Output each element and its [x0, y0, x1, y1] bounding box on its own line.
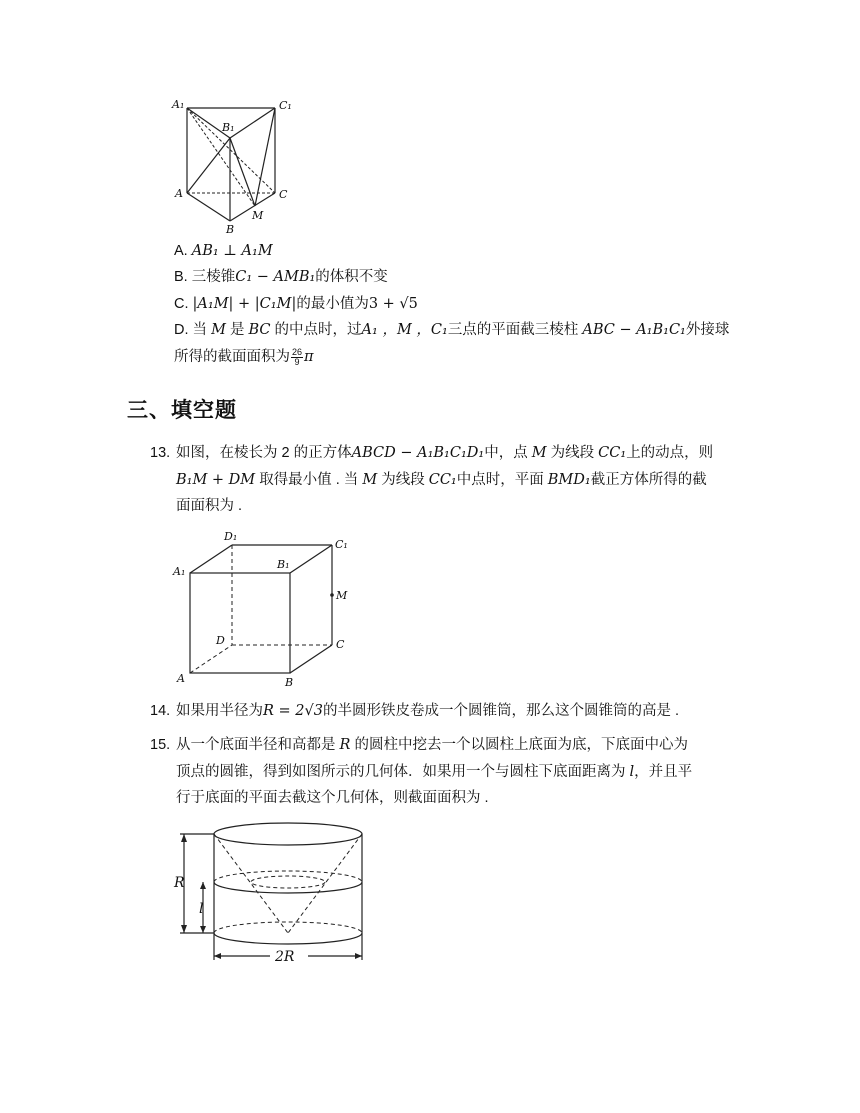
fig3-label-l: l [199, 901, 204, 917]
fig2-label-d: D [216, 634, 225, 647]
fig1-label-c1: C₁ [279, 99, 292, 112]
fig1-label-c: C [279, 188, 288, 201]
fig3-label-r: R [174, 875, 185, 891]
fig2-label-d1: D₁ [224, 530, 238, 543]
q13-line1: 如图，在棱长为 2 的正方体ABCD − A₁B₁C₁D₁中，点 M 为线段 CC₁上的动点，则 [176, 445, 714, 461]
cylinder-figure [170, 820, 370, 968]
point-m [330, 593, 334, 597]
q13-line2: B₁M + DM 取得最小值 . 当 M 为线段 CC₁中点时，平面 BMD₁截正方体所得的截 [176, 472, 707, 488]
q15-line2: 顶点的圆锥，得到如图所示的几何体．如果用一个与圆柱下底面距离为 l，并且平 [176, 764, 693, 780]
fig2-label-b: B [285, 676, 294, 689]
q13-number: 13. [150, 445, 171, 461]
option-c: C. |A₁M| + |C₁M|的最小值为3 + √5 [174, 296, 418, 312]
option-b: B. 三棱锥C₁ − AMB₁的体积不变 [174, 269, 388, 285]
fig1-label-b1: B₁ [222, 121, 235, 134]
option-d-cont: 所得的截面面积为 $\frac{26}{9}$ π [174, 346, 314, 367]
fig1-label-a1: A₁ [172, 98, 185, 111]
fig2-label-a: A [177, 672, 185, 685]
q15-line3: 行于底面的平面去截这个几何体，则截面面积为 . [176, 790, 489, 806]
q14-number: 14. [150, 703, 171, 719]
fig2-label-c1: C₁ [335, 538, 348, 551]
fig2-label-a1: A₁ [173, 565, 186, 578]
q15-number: 15. [150, 737, 171, 753]
section-title: 三、填空题 [127, 399, 237, 422]
q15-line1: 从一个底面半径和高都是 R 的圆柱中挖去一个以圆柱上底面为底，下底面中心为 [176, 737, 688, 753]
fig2-label-b1: B₁ [277, 558, 290, 571]
option-a: A. AB₁ ⊥ A₁M [174, 243, 273, 259]
cube-figure [170, 528, 360, 690]
fraction: $\frac{26}{9}$ [292, 346, 303, 367]
fig1-label-b: B [226, 223, 235, 236]
fig2-label-m: M [336, 589, 348, 602]
q14-line: 如果用半径为R = 2√3的半圆形铁皮卷成一个圆锥筒，那么这个圆锥筒的高是 . [176, 703, 680, 719]
option-d: D. 当 M 是 BC 的中点时，过A₁ ，M ，C₁三点的平面截三棱柱 ABC − A₁B₁C₁外接球 [174, 322, 730, 338]
fig1-label-a: A [175, 187, 183, 200]
fig2-label-c: C [336, 638, 345, 651]
prism-figure [170, 96, 300, 236]
q13-line3: 面面积为 . [176, 498, 243, 514]
fig3-label-2r: 2R [275, 949, 295, 965]
fig1-label-m: M [252, 209, 264, 222]
